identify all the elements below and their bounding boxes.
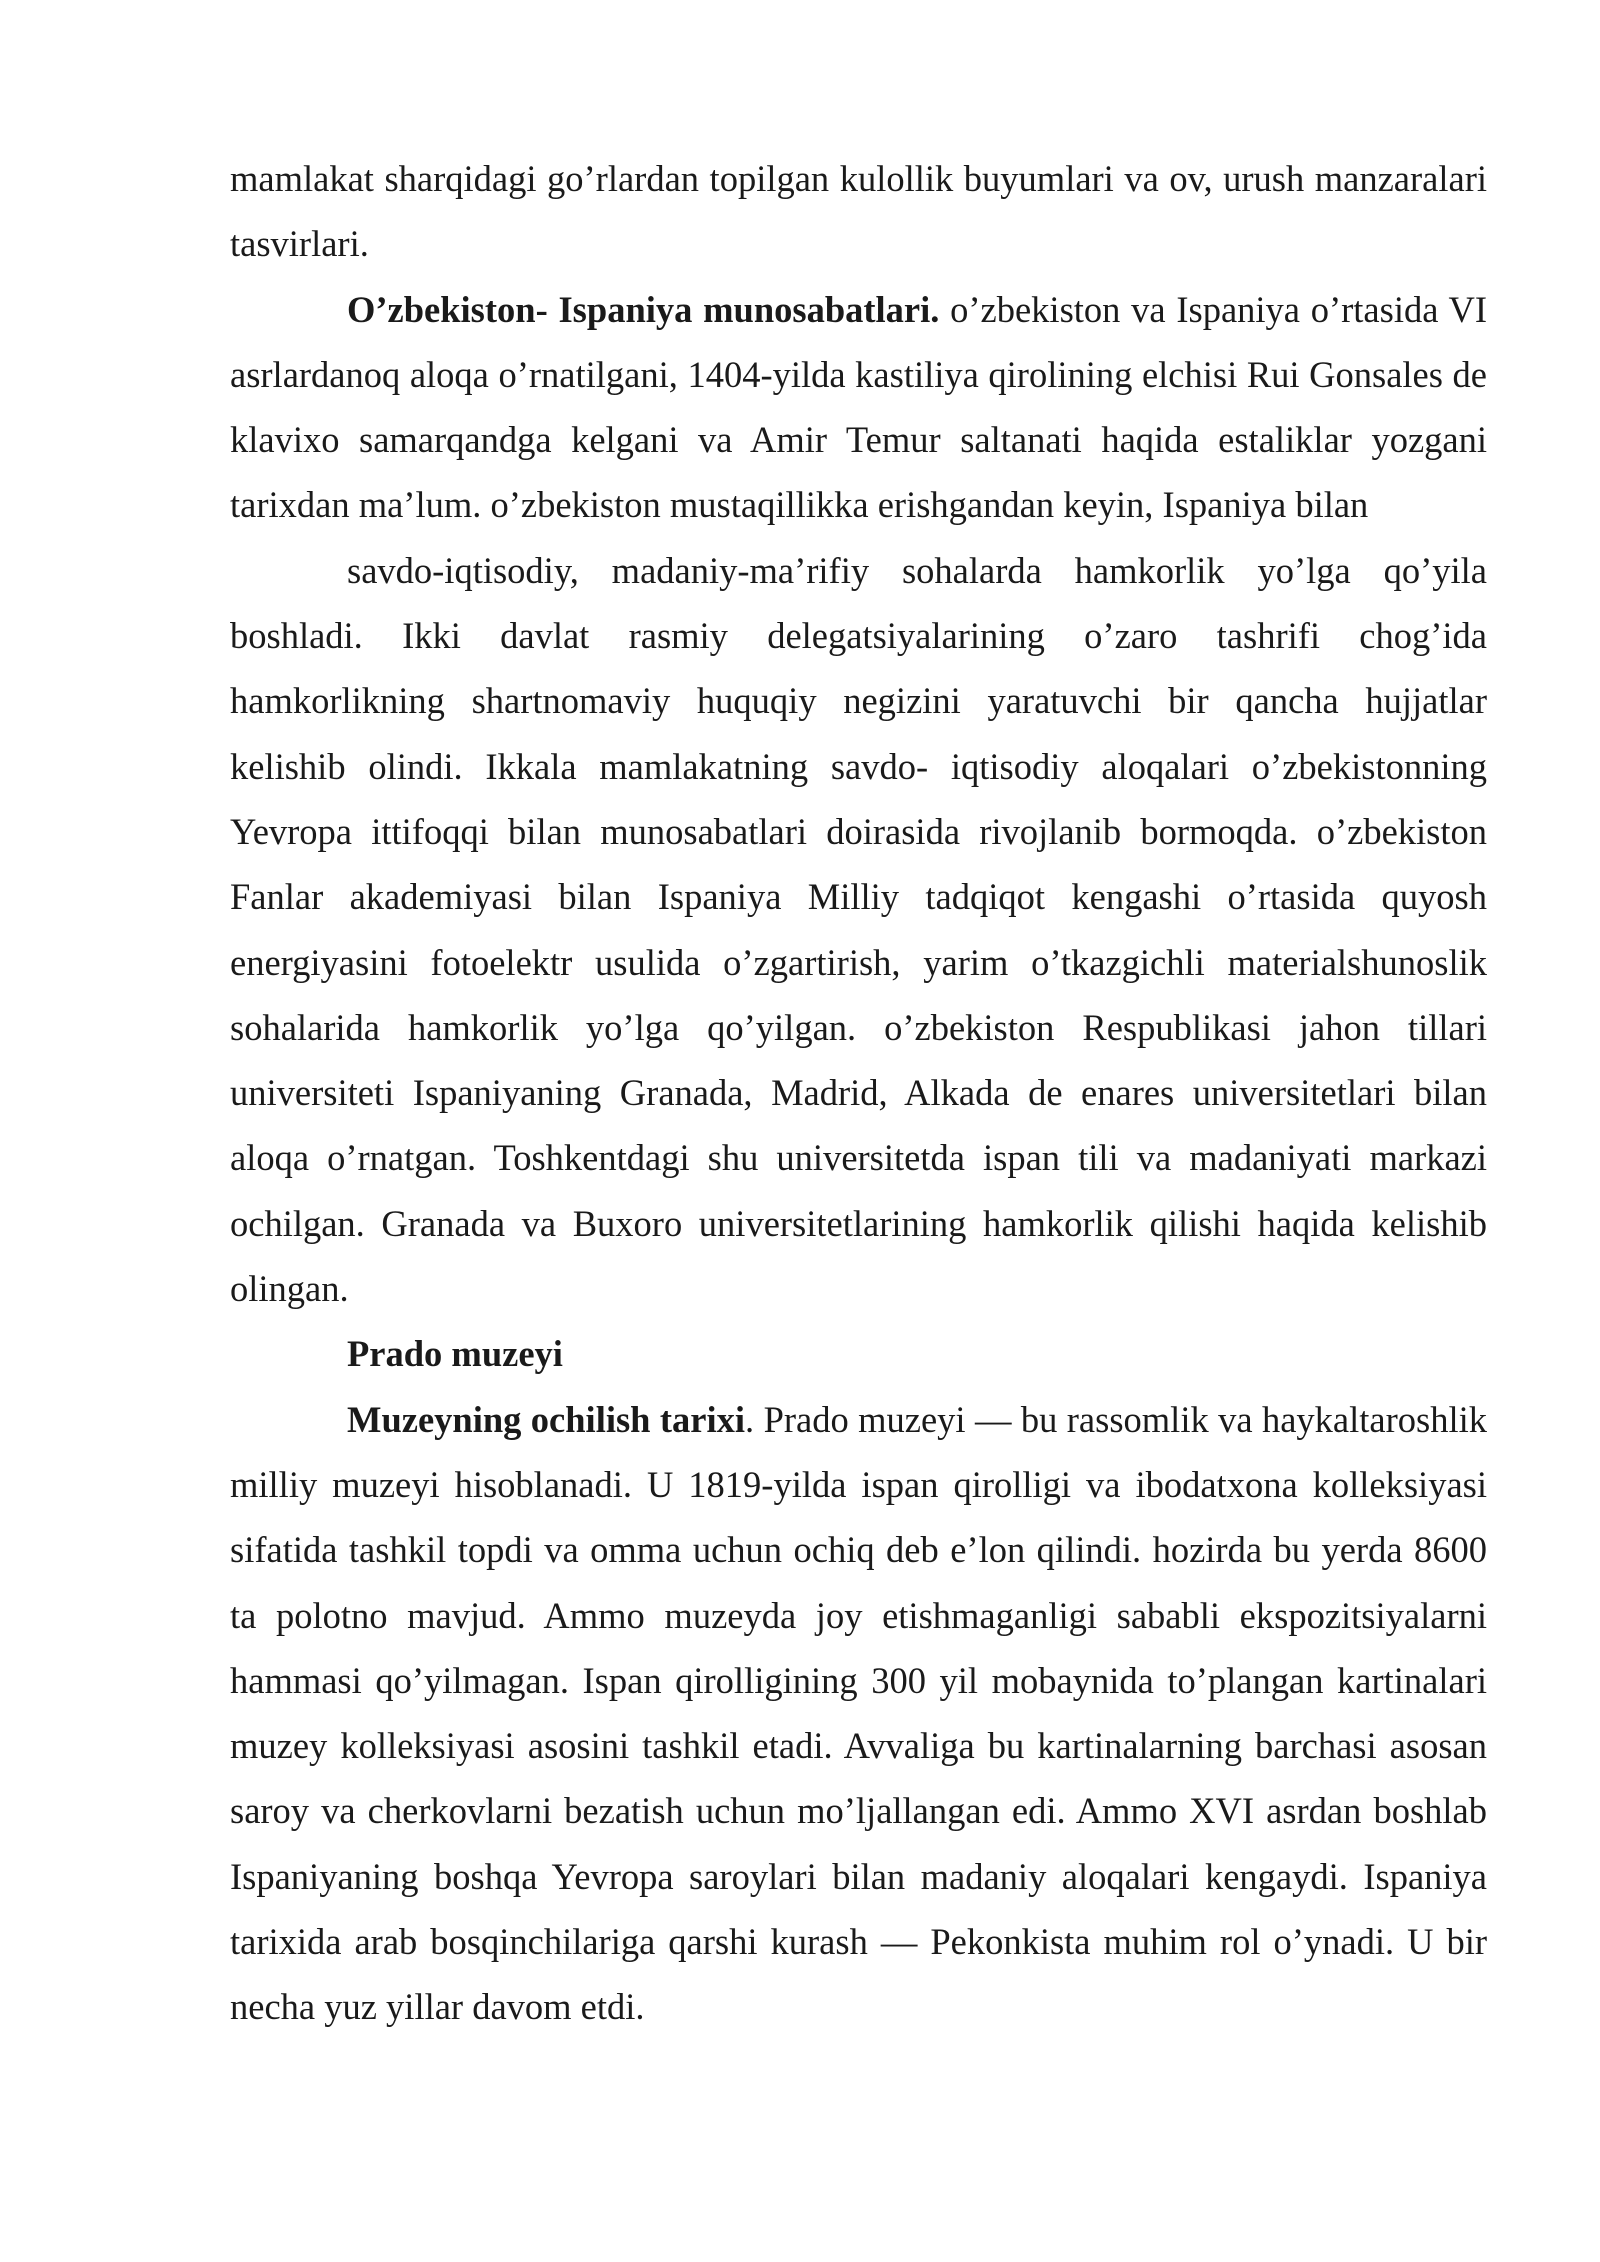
- section-title-uzbekistan-spain-relations: O’zbekiston- Ispaniya munosabatlari.: [347, 288, 940, 330]
- document-page: [230, 146, 1487, 2040]
- paragraph-intro: mamlakat sharqidagi go’rlardan topilgan kulollik buyumlari va ov, urush manzaralari tasvirlari.: [230, 158, 1487, 265]
- section-title-museum-history: Muzeyning ochilish tarixi: [347, 1398, 746, 1440]
- heading-prado-museum: Prado muzeyi: [347, 1333, 563, 1375]
- paragraph-museum-history-text: . Prado muzeyi — bu rassomlik va haykaltaroshlik milliy muzeyi hisoblanadi. U 1819-yilda ispan qirolligi va ibodatxona kolleksiyasi sifatida tashkil topdi va omma uchun ochiq deb e’lon qilindi. hozirda bu yerda 8600 ta polotno mavjud. Ammo muzeyda joy etishmaganligi sababli ekspozitsiyalarni hammasi qo’yilmagan. Ispan qirolligining 300 yil mobaynida to’plangan kartinalari muzey kolleksiyasi asosini tashkil etadi. Avvaliga bu kartinalarning barchasi asosan saroy va cherkovlarni bezatish uchun mo’ljallangan edi. Ammo XVI asrdan boshlab Ispaniyaning boshqa Yevropa saroylari bilan madaniy aloqalari kengaydi. Ispaniya tarixida arab bosqinchilariga qarshi kurash — Pekonkista muhim rol o’ynadi. U bir necha yuz yillar davom etdi.: [230, 1398, 1487, 2028]
- paragraph-uzbekistan-spain-text: o’zbekiston va Ispaniya o’rtasida VI asrlardanoq aloqa o’rnatilgani, 1404-yilda kastiliya qirolining elchisi Rui Gonsales de klavixo samarqandga kelgani va Amir Temur saltanati haqida estaliklar yozgani tarixdan ma’lum. o’zbekiston mustaqillikka erishgandan keyin, Ispaniya bilan: [230, 288, 1487, 526]
- paragraph-cooperation: savdo-iqtisodiy, madaniy-ma’rifiy sohalarda hamkorlik yo’lga qo’yila boshladi. Ikki davlat rasmiy delegatsiyalarining o’zaro tashrifi chog’ida hamkorlikning shartnomaviy huquqiy negizini yaratuvchi bir qancha hujjatlar kelishib olindi. Ikkala mamlakatning savdo- iqtisodiy aloqalari o’zbekistonning Yevropa ittifoqqi bilan munosabatlari doirasida rivojlanib bormoqda. o’zbekiston Fanlar akademiyasi bilan Ispaniya Milliy tadqiqot kengashi o’rtasida quyosh energiyasini fotoelektr usulida o’zgartirish, yarim o’tkazgichli materialshunoslik sohalarida hamkorlik yo’lga qo’yilgan. o’zbekiston Respublikasi jahon tillari universiteti Ispaniyaning Granada, Madrid, Alkada de enares universitetlari bilan aloqa o’rnatgan. Toshkentdagi shu universitetda ispan tili va madaniyati markazi ochilgan. Granada va Buxoro universitetlarining hamkorlik qilishi haqida kelishib olingan.: [230, 549, 1487, 1310]
- paragraph-museum-history: [230, 1387, 1487, 2040]
- paragraph-uzbekistan-spain: [230, 277, 1487, 538]
